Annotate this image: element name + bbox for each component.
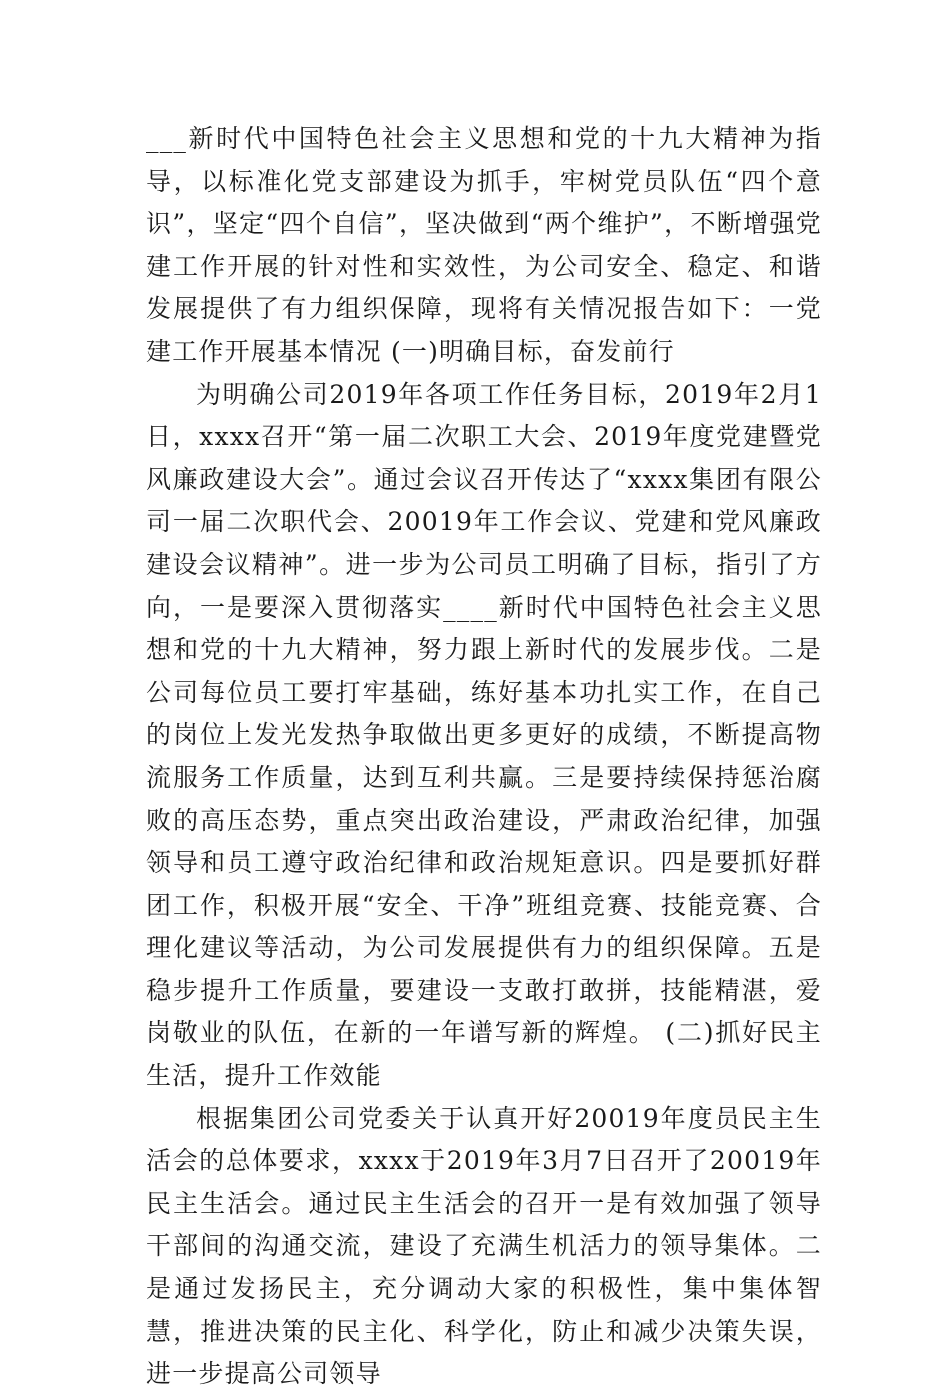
paragraph-2: 为明确公司2019年各项工作任务目标，2019年2月1日，xxxx召开“第一届二次职工大会、2019年度党建暨党风廉政建设大会”。通过会议召开传达了“xxxx集团有限公司一届二次职代会、20019年工作会议、党建和党风廉政建设会议精神”。进一步为公司员工明确了目标，指引了方向，一是要深入贯彻落实____新时代中国特色社会主义思想和党的十九大精神，努力跟上新时代的发展步伐。二是公司每位员工要打牢基础，练好基本功扎实工作，在自己的岗位上发光发热争取做出更多更好的成绩，不断提高物流服务工作质量，达到互利共赢。三是要持续保持惩治腐败的高压态势，重点突出政治建设，严肃政治纪律，加强领导和员工遵守政治纪律和政治规矩意识。四是要抓好群团工作，积极开展“安全、干净”班组竞赛、技能竞赛、合理化建议等活动，为公司发展提供有力的组织保障。五是稳步提升工作质量，要建设一支敢打敢拼，技能精湛，爱岗敬业的队伍，在新的一年谱写新的辉煌。 (二)抓好民主生活，提升工作效能 — [146, 379, 822, 1091]
paragraph-1: ___新时代中国特色社会主义思想和党的十九大精神为指导，以标准化党支部建设为抓手，牢树党员队伍“四个意识”，坚定“四个自信”，坚决做到“两个维护”，不断增强党建工作开展的针对性和实效性，为公司安全、稳定、和谐发展提供了有力组织保障，现将有关情况报告如下：一党建工作开展基本情况 (一)明确目标，奋发前行 — [146, 124, 822, 366]
document-body — [146, 118, 822, 1396]
paragraph-3: 根据集团公司党委关于认真开好20019年度员民主生活会的总体要求，xxxx于2019年3月7日召开了20019年民主生活会。通过民主生活会的召开一是有效加强了领导干部间的沟通交流，建设了充满生机活力的领导集体。二是通过发扬民主，充分调动大家的积极性，集中集体智慧，推进决策的民主化、科学化，防止和减少决策失误，进一步提高公司领导 — [146, 1103, 822, 1389]
